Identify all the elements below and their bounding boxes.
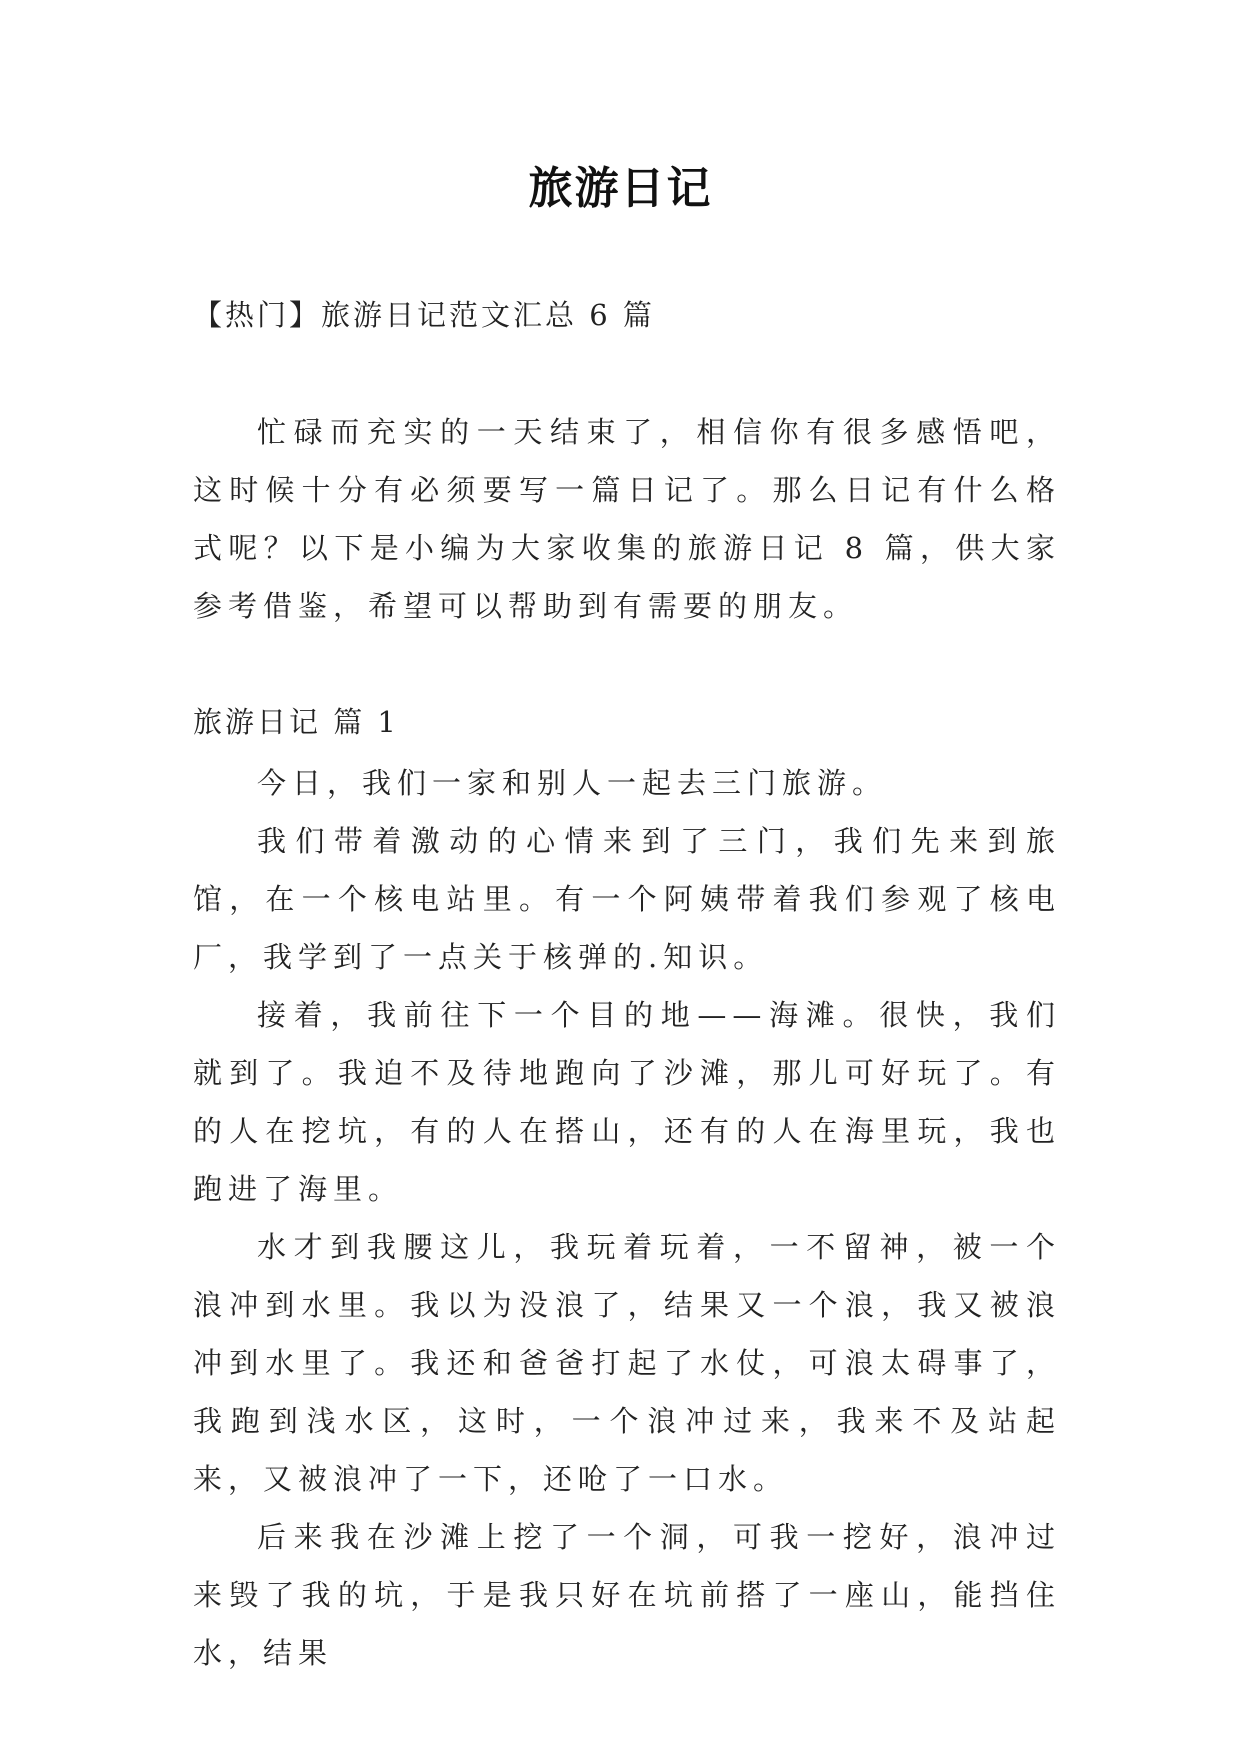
story-paragraph: 接着，我前往下一个目的地——海滩。很快，我们就到了。我迫不及待地跑向了沙滩，那儿可好玩了。有的人在挖坑，有的人在搭山，还有的人在海里玩，我也跑进了海里。: [193, 998, 1061, 1206]
intro-paragraph: 忙碌而充实的一天结束了，相信你有很多感悟吧，这时候十分有必须要写一篇日记了。那么日记有什么格式呢？以下是小编为大家收集的旅游日记 8 篇，供大家参考借鉴，希望可以帮助到有需要的朋友。: [193, 415, 1061, 623]
story-paragraph: 今日，我们一家和别人一起去三门旅游。: [257, 766, 888, 800]
story-paragraph: 我们带着激动的心情来到了三门，我们先来到旅馆，在一个核电站里。有一个阿姨带着我们参观了核电厂，我学到了一点关于核弹的.知识。: [193, 824, 1061, 974]
story-paragraph: 水才到我腰这儿，我玩着玩着，一不留神，被一个浪冲到水里。我以为没浪了，结果又一个浪，我又被浪冲到水里了。我还和爸爸打起了水仗，可浪太碍事了，我跑到浅水区，这时，一个浪冲过来，我来不及站起来，又被浪冲了一下，还呛了一口水。: [193, 1230, 1061, 1496]
story-section: [193, 754, 1061, 1682]
intro-section: [193, 403, 1061, 635]
document-subtitle: 【热门】旅游日记范文汇总 6 篇: [193, 298, 655, 332]
section-heading: 旅游日记 篇 1: [193, 705, 399, 739]
page-title: 旅游日记: [528, 163, 713, 214]
story-paragraph: 后来我在沙滩上挖了一个洞，可我一挖好，浪冲过来毁了我的坑，于是我只好在坑前搭了一座山，能挡住水，结果: [193, 1520, 1061, 1670]
